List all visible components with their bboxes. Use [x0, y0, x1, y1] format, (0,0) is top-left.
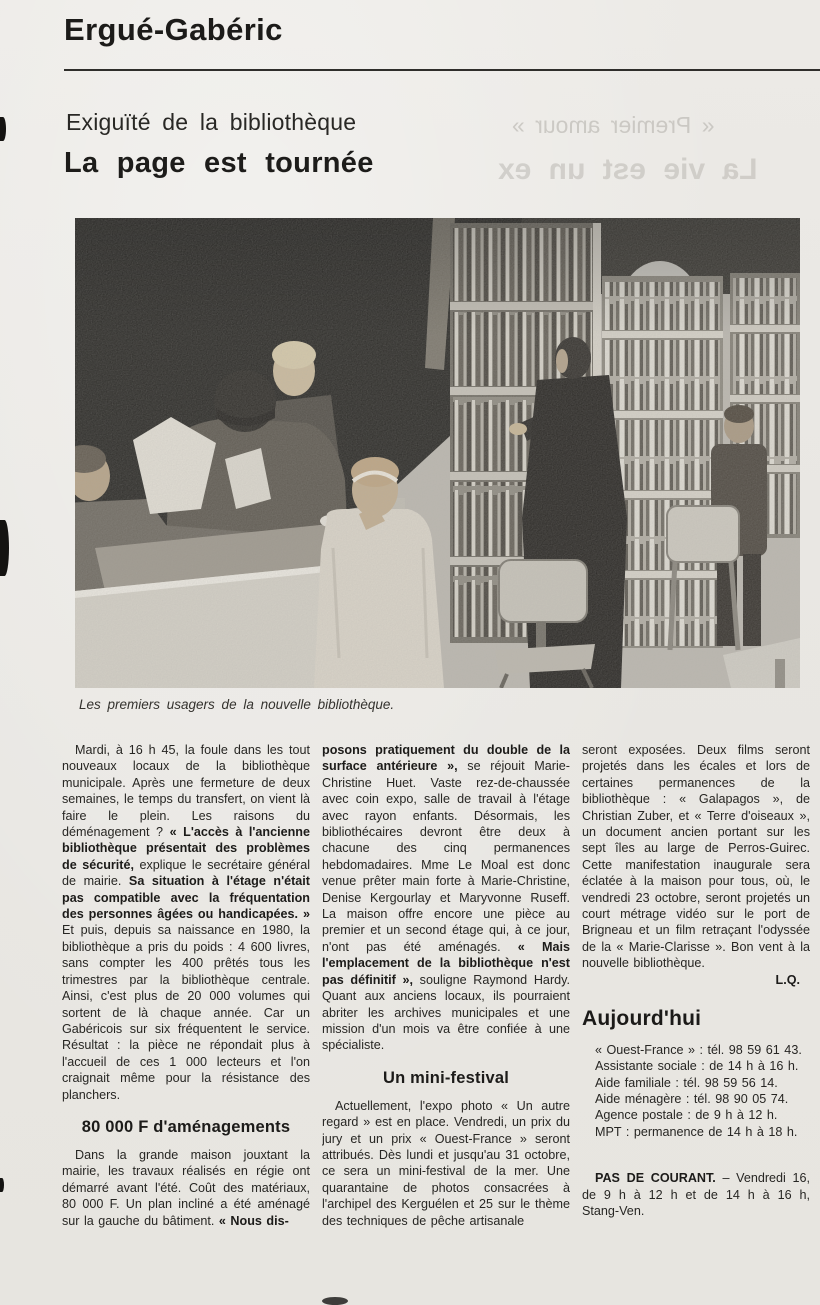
article-paragraph — [322, 1098, 570, 1229]
text-segment: Aide ménagère : tél. 98 90 05 74. — [595, 1091, 789, 1106]
article-column-1 — [62, 742, 310, 1304]
column-subhead: 80 000 F d'aménagements — [81, 1117, 291, 1136]
article-kicker: Exiguïté de la bibliothèque — [66, 109, 357, 135]
article-columns — [62, 742, 810, 1304]
article-paragraph — [582, 1170, 810, 1219]
text-segment: Assistante sociale : de 14 h à 16 h. — [595, 1059, 799, 1074]
text-segment: « Ouest-France » : tél. 98 59 61 43. — [595, 1042, 802, 1057]
bold-text-segment: PAS DE COURANT. — [595, 1171, 716, 1186]
author-initials: L.Q. — [775, 972, 800, 987]
article-paragraph — [582, 1091, 810, 1107]
text-segment: Mardi, à 16 h 45, la foule dans les tout nouveaux locaux de la bibliothèque municipale. Après une fermeture de deux semaines, le temps du transfert, on vient là faire le plein. Les raisons du déménagement ? — [62, 743, 310, 840]
library-photo — [75, 218, 800, 688]
scan-artifact — [0, 117, 6, 141]
bold-text-segment: posons pratiquement du double de la surface antérieure », — [322, 743, 570, 774]
article-paragraph — [62, 742, 310, 1103]
section-title: Ergué-Gabéric — [64, 12, 283, 47]
bold-text-segment: « Mais l'emplacement de la bibliothèque n'est pas définitif », — [322, 939, 570, 987]
text-segment: Actuellement, l'expo photo « Un autre regard » est en place. Vendredi, un prix du jury et un prix « Ouest-France » seront attribués. Dès lundi et jusqu'au 31 octobre, ce sera un mini-festival de la mer. Une quarantaine de photos consacrées à l'archipel des Kerguélen et 25 sur le thème des techniques de pêche artisanale — [322, 1098, 570, 1228]
article-column-2 — [322, 742, 570, 1304]
article-paragraph — [582, 1107, 810, 1123]
article-paragraph — [582, 1124, 810, 1140]
masthead-rule — [64, 69, 820, 71]
library-photo-illustration — [75, 218, 800, 688]
article-paragraph — [582, 1075, 810, 1091]
text-segment: seront exposées. Deux films seront projetés dans les écales et lors de certaines permanences de la bibliothèque : « Galapagos », de Christian Zuber, et « Terre d'oiseaux », un document ancien portant sur les sept îles au large de Perros-Guirec. Cette manifestation inaugurale sera éclatée à la maison pour tous, où, le vendredi 23 octobre, seront projetés un court métrage vidéo sur le port de Brigneau et un film retraçant l'odyssée de la « Marie-Clarisse ». Bon vent à la nouvelle bibliothèque. — [582, 743, 810, 971]
text-segment: Aide familiale : tél. 98 59 56 14. — [595, 1075, 778, 1090]
article-paragraph — [582, 1042, 810, 1058]
article-paragraph — [322, 742, 570, 1054]
article-paragraph — [582, 742, 810, 972]
text-segment: explique le secrétaire général de mairie. — [62, 857, 310, 889]
text-segment: Agence postale : de 9 h à 12 h. — [595, 1108, 778, 1123]
scan-artifact — [322, 1297, 348, 1305]
section-subhead: Aujourd'hui — [582, 1006, 702, 1030]
article-column-3 — [582, 742, 810, 1304]
text-segment: Et puis, depuis sa naissance en 1980, la bibliothèque a pris du poids : 4 600 livres, sans compter les 400 prêtés tous les trimestres par la bibliothèque centrale. Ainsi, c'est plus de 20 000 volumes qui sortent de là chaque année. Car un Gabéricois sur six fréquentent le service. Résultat : la pièce ne répondait plus à l'accueil de ces 1 000 lecteurs et l'on craignait même pour la résistance des planchers. — [62, 923, 310, 1102]
bold-text-segment: « L'accès à l'ancienne bibliothèque présentait des problèmes de sécurité, — [62, 825, 310, 872]
scan-artifact — [0, 1178, 4, 1192]
text-segment: – Vendredi 16, de 9 h à 12 h et de 14 h à 16 h, Stang-Ven. — [582, 1171, 810, 1218]
column-gap — [582, 1140, 810, 1170]
text-segment: MPT : permanence de 14 h à 18 h. — [595, 1124, 798, 1139]
text-segment: Dans la grande maison jouxtant la mairie, les travaux réalisés en régie ont démarré avant l'été. Coût des matériaux, 80 000 F. Un plan incliné a été aménagé sur la gauche du bâtiment. — [62, 1147, 310, 1228]
bold-text-segment: Sa situation à l'étage n'était pas compatible avec la fréquentation des personnes âgées ou handicapées. » — [62, 874, 310, 922]
scan-artifact — [0, 520, 9, 576]
article-paragraph — [582, 1058, 810, 1074]
text-segment: souligne Raymond Hardy. Quant aux anciens locaux, ils pourraient abriter les archives municipales et une mission d'un mois va être confiée à une spécialiste. — [322, 972, 570, 1053]
photo-caption: Les premiers usagers de la nouvelle bibliothèque. — [79, 697, 395, 712]
bold-text-segment: « Nous dis- — [218, 1213, 289, 1228]
article-headline: La page est tournée — [64, 147, 374, 179]
bleedthrough-text-2: La vie est un ex — [498, 153, 758, 186]
column-subhead: Un mini-festival — [382, 1068, 510, 1087]
text-segment: se réjouit Marie-Christine Huet. Vaste rez-de-chaussée avec coin expo, salle de travail à l'étage avec rayon enfants. Désormais, les bibliothécaires devront être deux à chacune des cinq permanences hebdomadaires. Mme Le Moal est donc venue prêter main forte à Marie-Christine, Denise Kergourlay et Maryvonne Ruseff. La maison offre encore une pièce au premier et un second étage qui, à ce jour, n'ont pas été aménagés. — [322, 759, 570, 954]
bleedthrough-text-1: « Premier amour » — [512, 112, 715, 138]
article-paragraph — [62, 1147, 310, 1229]
